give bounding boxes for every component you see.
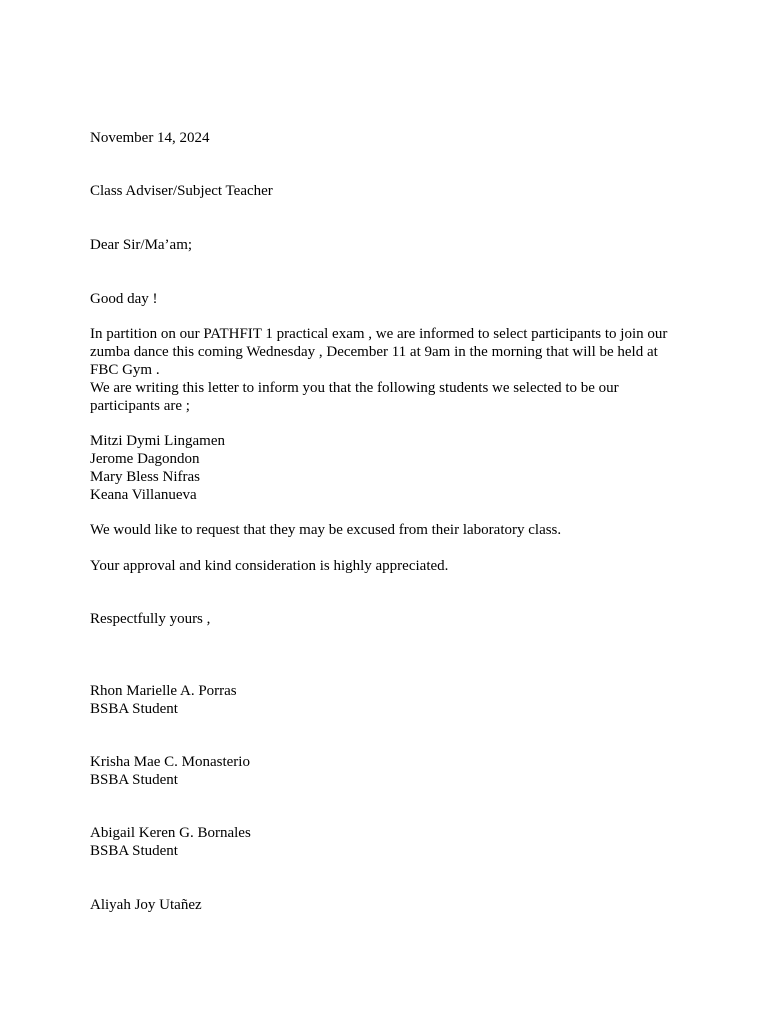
body-line: FBC Gym . [90, 362, 160, 378]
letter-recipient: Class Adviser/Subject Teacher [90, 183, 273, 199]
closing-line: Respectfully yours , [90, 611, 211, 627]
letter-date: November 14, 2024 [90, 130, 210, 146]
signatory-title: BSBA Student [90, 772, 178, 788]
body-line: zumba dance this coming Wednesday , December 11 at 9am in the morning that will be held at [90, 344, 658, 360]
participant-name: Jerome Dagondon [90, 451, 200, 467]
signatory-name: Aliyah Joy Utañez [90, 897, 202, 913]
letter-salutation: Dear Sir/Ma’am; [90, 237, 193, 253]
signatory-name: Rhon Marielle A. Porras [90, 683, 237, 699]
participant-name: Mary Bless Nifras [90, 469, 200, 485]
body-line: participants are ; [90, 398, 190, 414]
participant-name: Mitzi Dymi Lingamen [90, 433, 225, 449]
body-line: In partition on our PATHFIT 1 practical exam , we are informed to select participants to join our [90, 326, 668, 342]
body-line: We are writing this letter to inform you that the following students we selected to be our [90, 380, 619, 396]
signatory-name: Krisha Mae C. Monasterio [90, 754, 250, 770]
participant-name: Keana Villanueva [90, 487, 197, 503]
signatory-name: Abigail Keren G. Bornales [90, 825, 251, 841]
request-paragraph: We would like to request that they may be excused from their laboratory class. [90, 522, 562, 538]
letter-greeting: Good day ! [90, 291, 158, 307]
signatory-title: BSBA Student [90, 843, 178, 859]
signatory-title: BSBA Student [90, 701, 178, 717]
appreciation-paragraph: Your approval and kind consideration is highly appreciated. [90, 558, 449, 574]
